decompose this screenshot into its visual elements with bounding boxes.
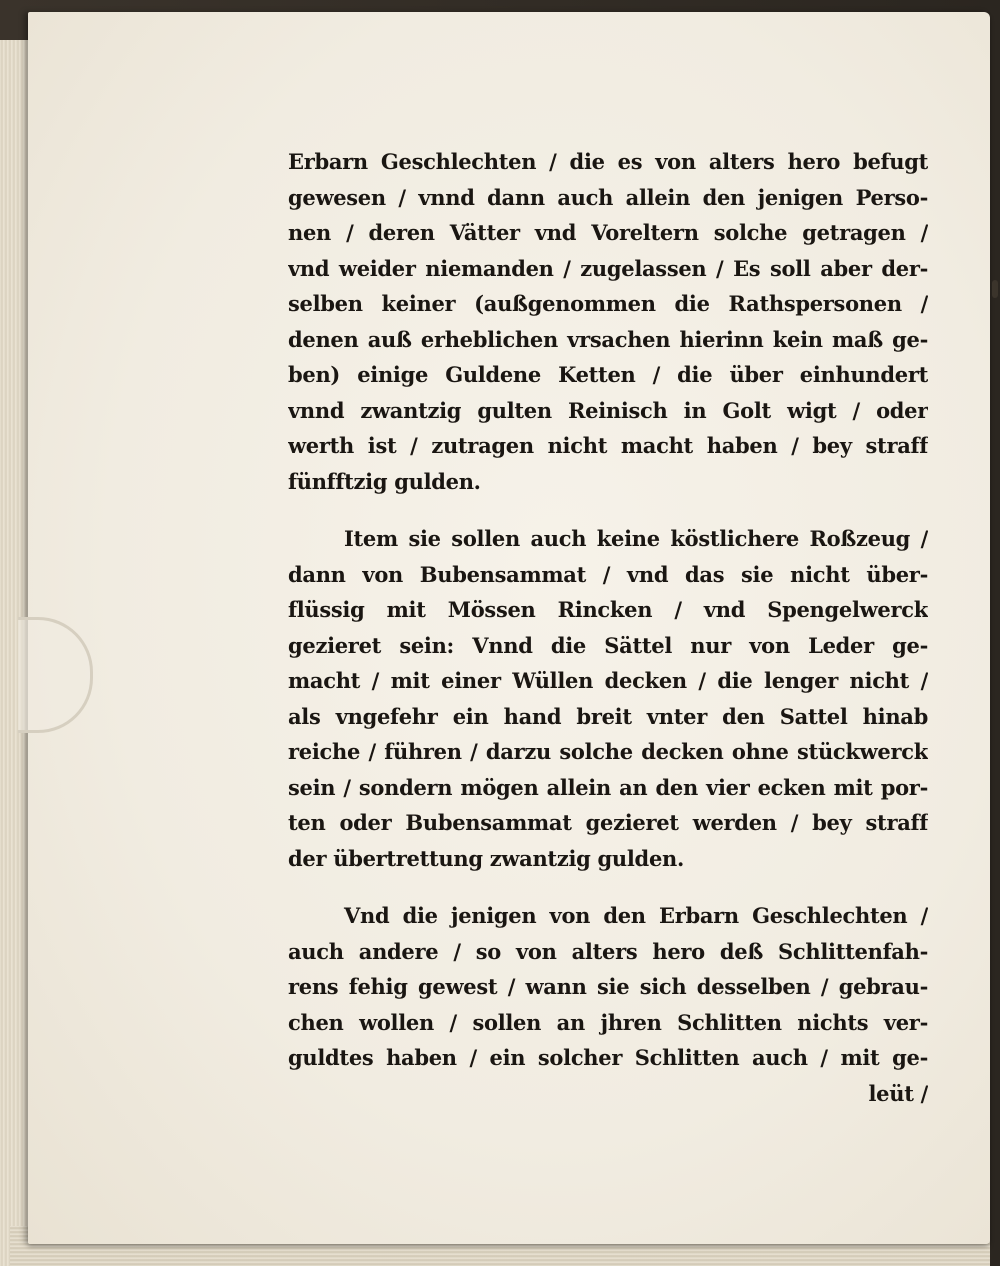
text-line: guldtes haben / ein solcher Schlitten auch / mit ge- xyxy=(288,1045,928,1070)
text-line: ben) einige Guldene Ketten / die über einhundert xyxy=(288,362,928,387)
text-line: werth ist / zutragen nicht macht haben / bey straff xyxy=(288,433,928,458)
text-line: sein / sondern mögen allein an den vier ecken mit por- xyxy=(288,774,928,800)
text-line: macht / mit einer Wüllen decken / die lenger nicht / xyxy=(288,668,928,693)
text-line: nen / deren Vätter vnd Voreltern solche getragen / xyxy=(288,220,928,245)
paragraph-gap xyxy=(288,876,928,898)
paragraph-gap xyxy=(288,499,928,521)
text-line: flüssig mit Mössen Rincken / vnd Spengelwerck xyxy=(288,597,928,622)
text-line: vnnd zwantzig gulten Reinisch in Golt wigt / oder xyxy=(288,397,928,423)
text-line: Vnd die jenigen von den Erbarn Geschlechten / xyxy=(344,903,928,928)
text-line: gewesen / vnnd dann auch allein den jenigen Perso- xyxy=(288,184,928,210)
text-line: denen auß erheblichen vrsachen hierinn kein maß ge- xyxy=(288,326,928,352)
paragraph-1 xyxy=(288,144,928,499)
text-line: ten oder Bubensammat gezieret werden / bey straff xyxy=(288,810,928,835)
text-line: reiche / führen / darzu solche decken ohne stückwerck xyxy=(288,739,928,764)
text-line: der übertrettung zwantzig gulden. xyxy=(288,845,684,871)
text-line: selben keiner (außgenommen die Rathspersonen / xyxy=(288,291,928,316)
catchword: leüt / xyxy=(868,1080,928,1106)
paragraph-3 xyxy=(288,898,928,1111)
text-line: auch andere / so von alters hero deß Schlittenfah- xyxy=(288,938,928,964)
text-line: als vngefehr ein hand breit vnter den Sattel hinab xyxy=(288,703,928,729)
paragraph-2 xyxy=(288,521,928,876)
text-line: vnd weider niemanden / zugelassen / Es soll aber der- xyxy=(288,255,928,281)
text-line: gezieret sein: Vnnd die Sättel nur von Leder ge- xyxy=(288,632,928,658)
text-line: dann von Bubensammat / vnd das sie nicht über- xyxy=(288,561,928,587)
text-line: chen wollen / sollen an jhren Schlitten nichts ver- xyxy=(288,1009,928,1035)
text-line: Erbarn Geschlechten / die es von alters hero befugt xyxy=(288,149,928,174)
bookmark-ribbon xyxy=(18,617,93,733)
text-line: fünfftzig gulden. xyxy=(288,468,481,494)
text-line: Item sie sollen auch keine köstlichere Roßzeug / xyxy=(344,526,928,551)
book-page xyxy=(28,12,990,1244)
page-text xyxy=(288,144,928,1111)
page-edge-mark xyxy=(992,280,998,298)
text-line: rens fehig gewest / wann sie sich desselben / gebrau- xyxy=(288,974,928,999)
